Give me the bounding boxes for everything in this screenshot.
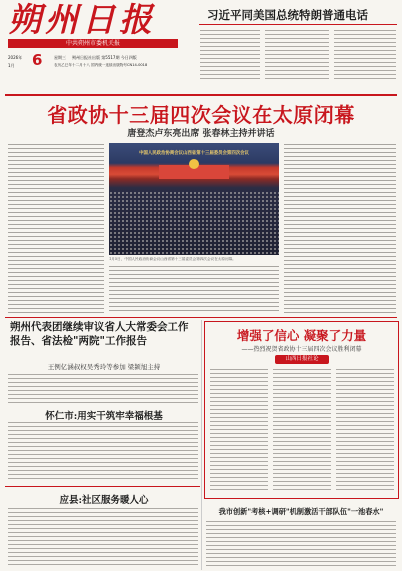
top-story-body-col1 [200,30,260,82]
editorial-subhead: ——热烈祝贺省政协十三届四次会议胜利闭幕 [241,346,362,353]
date-day: 6 [32,51,43,69]
masthead-divider [5,94,397,96]
date-weekday: 星期三 [54,55,66,60]
story3-headline[interactable]: 怀仁市:用实干筑牢幸福根基 [45,411,163,422]
story3-body [8,422,198,482]
photo-emblem [189,159,199,169]
editorial-box [204,321,399,499]
story4-divider [5,486,200,487]
column-separator [201,320,202,570]
masthead-logo [8,2,188,38]
top-story-body-col3 [334,30,396,82]
story2-body [8,374,198,404]
editorial-badge [275,355,329,364]
story2-headline-text: 朔州代表团继续审议省人大常委会工作报告、省法检"两院"工作报告 [10,321,189,347]
photo-banner: 中国人民政治协商会议山西省第十三届委员会第四次会议 [139,151,249,156]
editorial-body-col2 [273,369,331,493]
story2-subhead: 王例亿涵叔权吴秀玲等参加 梁颍旭主持 [47,363,161,371]
story5-body [206,521,396,569]
lead-story-body-center [109,266,279,314]
top-headline-rule [199,24,397,25]
masthead-subtitle-bar [8,39,178,48]
photo-audience [109,191,279,255]
story2-headline[interactable] [10,320,198,348]
editorial-body-col1 [210,369,268,493]
lead-story-body-left [8,144,104,314]
issue-line: 朔州日报社出版 第5517期 今日四版 [72,55,137,60]
top-headline[interactable]: 习近平同美国总统特朗普通电话 [207,8,368,22]
masthead-subtitle: 中共朔州市委机关报 [65,40,120,47]
lead-story-body-right [284,144,396,314]
editorial-badge-text: 山西日报社论 [285,356,319,362]
top-story-body-col2 [265,30,329,82]
photo-caption: 1月5日，中国人民政治协商会议山西省第十三届委员会第四次会议在太原闭幕。 [109,257,236,261]
lead-subhead: 唐登杰卢东亮出席 张春林主持并讲话 [127,129,275,139]
editorial-body-col3 [336,369,394,493]
lead-headline[interactable]: 省政协十三届四次会议在太原闭幕 [47,103,355,127]
story4-body [8,508,198,568]
masthead-logo-text: 朔州日报 [8,0,156,39]
date-block [8,53,188,91]
date-month: 1月 [8,63,15,68]
story4-headline[interactable]: 应县:社区服务暖人心 [59,495,149,506]
date-year: 2026年 [8,55,23,60]
editorial-headline[interactable]: 增强了信心 凝聚了力量 [236,328,367,343]
lead-divider [5,317,397,318]
story5-headline[interactable]: 我市创新"考核+调研"机制激活干部队伍"一池春水" [218,507,384,516]
lunar-line: 农历乙巳年十二月十八 国内统一连续出版物号CN14-0018 [54,63,148,67]
lead-photo [109,143,279,255]
